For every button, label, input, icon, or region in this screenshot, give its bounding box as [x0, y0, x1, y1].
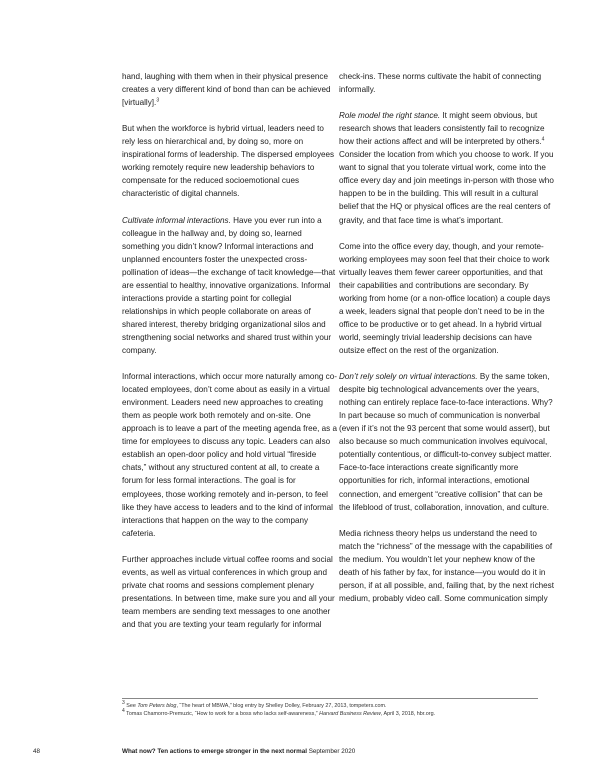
- paragraph: Cultivate informal interactions. Have you ever run into a colleague in the hallway and, by doing so, learned something you didn’t know? Informal interactions and unplanned encounters foster the unexpected cross-pollination of ideas—the exchange of tacit knowledge—that are essential to healthy, innovative organizations. Informal interactions provide a starting point for collegial relationships in which people collaborate on areas of shared interest, thereby bridging organizational silos and strengthening social networks and shared trust within your company.: [122, 215, 336, 355]
- paragraph: check-ins. These norms cultivate the habit of connecting informally.: [339, 72, 542, 95]
- paragraph: Don’t rely solely on virtual interactions. By the same token, despite big technological advancements over the years, nothing can entirely replace face-to-face interactions. Why? In part because so much of communication is nonverbal (even if it’s not the 93 percent that some would assert), but also because so much communication involves equivocal, potentially contentious, or difficult-to-convey subject matter. Face-to-face interactions create significantly more opportunities for rich, informal interactions, emotional connection, and emergent “creative collision” that can be the lifeblood of trust, collaboration, innovation, and culture.: [339, 372, 553, 512]
- section-lead: Don’t rely solely on virtual interactions.: [339, 372, 478, 382]
- footnote-divider: [122, 698, 538, 699]
- footnote-4: $^4$ Tomas Chamorro-Premuzic, “How to work for a boss who lacks self-awareness,” Harvard Business Review, April 3, 2018, hbr.org.: [122, 708, 436, 718]
- paragraph: Media richness theory helps us understand the need to match the “richness” of the message with the capabilities of the medium. You wouldn’t let your nephew know of the death of his father by fax, for instance—you would do it in person, if at all possible, and, failing that, by the next richest medium, probably video call. Some communication simply: [339, 528, 554, 603]
- paragraph: Further approaches include virtual coffee rooms and social events, as well as virtual conferences in which group and private chat rooms and sessions complement plenary presentations. In between time, make sure you and all your team members are sending text messages to one another and that you are texting your team regularly for informal: [122, 554, 335, 629]
- footnote-ref[interactable]: 4: [541, 136, 545, 143]
- paragraph: But when the workforce is hybrid virtual, leaders need to rely less on hierarchical and, by doing so, more on inspirational forms of leadership. The dispersed employees working remotely require new leadership behaviors to compensate for the reduced socioemotional cues characteristic of digital channels.: [122, 124, 335, 199]
- section-lead: Role model the right stance.: [339, 111, 441, 121]
- paragraph: Come into the office every day, though, and your remote-working employees may soon feel that their choice to work virtually leaves them fewer career opportunities, and that their capabilities and contributions are secondary. By working from home (or a non-office location) a couple days a week, leaders signal that people don’t need to be in the office to be productive or to get ahead. In a hybrid virtual world, seemingly trivial leadership decisions can have outsize effect on the rest of the organization.: [339, 241, 551, 355]
- paragraph: Role model the right stance. It might seem obvious, but research shows that leaders consistently fail to recognize how their actions affect and will be interpreted by others.$^4$ Consider the location from which you choose to work. If you want to signal that you tolerate virtual work, come into the office every day and join meetings in-person with those who happen to be in the building. This will result in a cultural belief that the HQ or physical offices are the real centers of gravity, and that face time is what’s important.: [339, 111, 554, 225]
- footnote-ref[interactable]: 3: [156, 97, 160, 104]
- page-number: 48: [33, 748, 41, 755]
- paragraph: Informal interactions, which occur more naturally among co-located employees, don’t come about as easily in a virtual environment. Leaders need new approaches to creating them as people work both remotely and on-site. One approach is to leave a part of the meeting agenda free, as a time for employees to discuss any topic. Leaders can also establish an open-door policy and hold virtual “fireside chats,” without any structured content at all, to create a forum for less formal interactions. The goal is for employees, those working remotely and in-person, to feel like they have access to leaders and to the kind of informal interactions that happen on the way to the company cafeteria.: [122, 372, 338, 538]
- footnote-3: $^3$ See Tom Peters blog, “The heart of MBWA,” blog entry by Shelley Dolley, February 27, 2013, tompeters.com.: [122, 700, 387, 709]
- right-column: [339, 70, 554, 605]
- paragraph: hand, laughing with them when in their physical presence creates a very different kind of bond than can be achieved [virtually].$^3$: [122, 72, 331, 108]
- section-lead: Cultivate informal interactions.: [122, 215, 231, 225]
- publication-title: What now? Ten actions to emerge stronger in the next normal September 2020: [122, 748, 356, 755]
- footnotes: [122, 702, 542, 718]
- left-column: [122, 70, 337, 631]
